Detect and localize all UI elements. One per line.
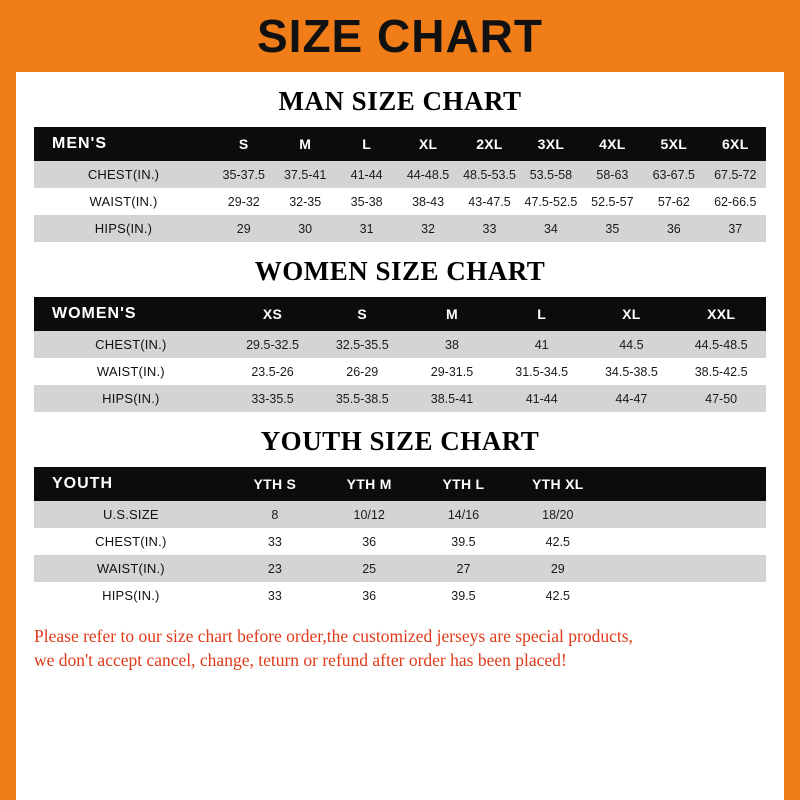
men-col-4xl: 4XL [582, 127, 643, 161]
men-chest-2xl: 48.5-53.5 [459, 161, 520, 188]
youth-hips-ythl: 39.5 [416, 582, 510, 609]
women-chest-xs: 29.5-32.5 [228, 331, 318, 358]
footer-line-1: Please refer to our size chart before order,the customized jerseys are special products, [34, 626, 633, 646]
men-hips-5xl: 36 [643, 215, 704, 242]
youth-chest-ythl: 39.5 [416, 528, 510, 555]
youth-section-title: YOUTH SIZE CHART [260, 426, 540, 456]
men-waist-s: 29-32 [213, 188, 274, 215]
men-hips-xl: 32 [397, 215, 458, 242]
men-col-6xl: 6XL [705, 127, 766, 161]
youth-row-label-hips: HIPS(IN.) [34, 582, 228, 609]
header-banner [0, 0, 800, 72]
youth-row-label-waist: WAIST(IN.) [34, 555, 228, 582]
men-hips-6xl: 37 [705, 215, 766, 242]
women-section-title: WOMEN SIZE CHART [254, 256, 546, 286]
table-row [34, 188, 766, 215]
men-hips-2xl: 33 [459, 215, 520, 242]
table-row [34, 161, 766, 188]
youth-ussize-ythm: 10/12 [322, 501, 416, 528]
men-waist-5xl: 57-62 [643, 188, 704, 215]
men-chest-l: 41-44 [336, 161, 397, 188]
footer-disclaimer [34, 625, 766, 672]
men-section-title: MAN SIZE CHART [278, 86, 522, 116]
women-hips-s: 35.5-38.5 [317, 385, 407, 412]
men-hips-l: 31 [336, 215, 397, 242]
men-col-3xl: 3XL [520, 127, 581, 161]
women-hips-m: 38.5-41 [407, 385, 497, 412]
youth-col-ythm: YTH M [322, 467, 416, 501]
youth-chest-ythm: 36 [322, 528, 416, 555]
women-col-s: S [317, 297, 407, 331]
table-row [34, 555, 766, 582]
youth-table-head [34, 467, 766, 501]
page-title: SIZE CHART [257, 10, 543, 62]
women-col-xl: XL [587, 297, 677, 331]
women-size-table [34, 297, 766, 412]
men-table-head [34, 127, 766, 161]
table-row [34, 528, 766, 555]
women-col-m: M [407, 297, 497, 331]
men-col-xl: XL [397, 127, 458, 161]
youth-hips-ythxl: 42.5 [511, 582, 605, 609]
youth-row-label-chest: CHEST(IN.) [34, 528, 228, 555]
men-chest-s: 35-37.5 [213, 161, 274, 188]
men-row-label-hips: HIPS(IN.) [34, 215, 213, 242]
youth-chest-ythxl: 42.5 [511, 528, 605, 555]
youth-header-label: YOUTH [34, 467, 228, 501]
men-chest-6xl: 67.5-72 [705, 161, 766, 188]
men-waist-m: 32-35 [274, 188, 335, 215]
women-chest-l: 41 [497, 331, 587, 358]
men-chest-3xl: 53.5-58 [520, 161, 581, 188]
table-row [34, 582, 766, 609]
men-hips-4xl: 35 [582, 215, 643, 242]
men-hips-3xl: 34 [520, 215, 581, 242]
youth-size-section [16, 426, 784, 609]
youth-waist-ythxl: 29 [511, 555, 605, 582]
women-col-xxl: XXL [676, 297, 766, 331]
women-chest-m: 38 [407, 331, 497, 358]
men-chest-m: 37.5-41 [274, 161, 335, 188]
women-hips-xxl: 47-50 [676, 385, 766, 412]
women-waist-xs: 23.5-26 [228, 358, 318, 385]
men-waist-3xl: 47.5-52.5 [520, 188, 581, 215]
table-row [34, 215, 766, 242]
women-chest-s: 32.5-35.5 [317, 331, 407, 358]
youth-waist-ythl: 27 [416, 555, 510, 582]
table-row [34, 501, 766, 528]
men-col-s: S [213, 127, 274, 161]
men-hips-m: 30 [274, 215, 335, 242]
youth-ussize-ythxl: 18/20 [511, 501, 605, 528]
men-size-table [34, 127, 766, 242]
men-waist-xl: 38-43 [397, 188, 458, 215]
men-waist-2xl: 43-47.5 [459, 188, 520, 215]
women-waist-s: 26-29 [317, 358, 407, 385]
men-chest-xl: 44-48.5 [397, 161, 458, 188]
youth-row-label-ussize: U.S.SIZE [34, 501, 228, 528]
women-row-label-hips: HIPS(IN.) [34, 385, 228, 412]
women-row-label-waist: WAIST(IN.) [34, 358, 228, 385]
men-col-m: M [274, 127, 335, 161]
women-row-label-chest: CHEST(IN.) [34, 331, 228, 358]
men-header-row [34, 127, 766, 161]
youth-waist-yths: 23 [228, 555, 322, 582]
table-row [34, 331, 766, 358]
men-col-5xl: 5XL [643, 127, 704, 161]
youth-hips-ythm: 36 [322, 582, 416, 609]
youth-hips-empty [605, 582, 766, 609]
women-col-xs: XS [228, 297, 318, 331]
women-chest-xl: 44.5 [587, 331, 677, 358]
men-waist-4xl: 52.5-57 [582, 188, 643, 215]
women-waist-xxl: 38.5-42.5 [676, 358, 766, 385]
men-header-label: MEN'S [34, 127, 213, 161]
men-waist-6xl: 62-66.5 [705, 188, 766, 215]
youth-header-row [34, 467, 766, 501]
women-chest-xxl: 44.5-48.5 [676, 331, 766, 358]
youth-chest-empty [605, 528, 766, 555]
women-hips-l: 41-44 [497, 385, 587, 412]
youth-col-ythxl: YTH XL [511, 467, 605, 501]
youth-chest-yths: 33 [228, 528, 322, 555]
women-col-l: L [497, 297, 587, 331]
women-waist-m: 29-31.5 [407, 358, 497, 385]
youth-waist-empty [605, 555, 766, 582]
youth-hips-yths: 33 [228, 582, 322, 609]
youth-col-ythl: YTH L [416, 467, 510, 501]
women-waist-l: 31.5-34.5 [497, 358, 587, 385]
men-chest-4xl: 58-63 [582, 161, 643, 188]
table-row [34, 358, 766, 385]
youth-table-body [34, 501, 766, 609]
women-table-body [34, 331, 766, 412]
youth-ussize-empty [605, 501, 766, 528]
men-hips-s: 29 [213, 215, 274, 242]
youth-ussize-yths: 8 [228, 501, 322, 528]
youth-waist-ythm: 25 [322, 555, 416, 582]
women-hips-xs: 33-35.5 [228, 385, 318, 412]
men-col-2xl: 2XL [459, 127, 520, 161]
youth-col-yths: YTH S [228, 467, 322, 501]
men-waist-l: 35-38 [336, 188, 397, 215]
men-size-section [16, 86, 784, 242]
women-header-row [34, 297, 766, 331]
women-waist-xl: 34.5-38.5 [587, 358, 677, 385]
women-table-head [34, 297, 766, 331]
table-row [34, 385, 766, 412]
men-row-label-chest: CHEST(IN.) [34, 161, 213, 188]
youth-size-table [34, 467, 766, 609]
women-size-section [16, 256, 784, 412]
youth-col-empty [605, 467, 766, 501]
men-chest-5xl: 63-67.5 [643, 161, 704, 188]
men-col-l: L [336, 127, 397, 161]
women-header-label: WOMEN'S [34, 297, 228, 331]
men-row-label-waist: WAIST(IN.) [34, 188, 213, 215]
men-table-body [34, 161, 766, 242]
footer-line-2: we don't accept cancel, change, teturn or refund after order has been placed! [34, 649, 567, 670]
youth-ussize-ythl: 14/16 [416, 501, 510, 528]
women-hips-xl: 44-47 [587, 385, 677, 412]
